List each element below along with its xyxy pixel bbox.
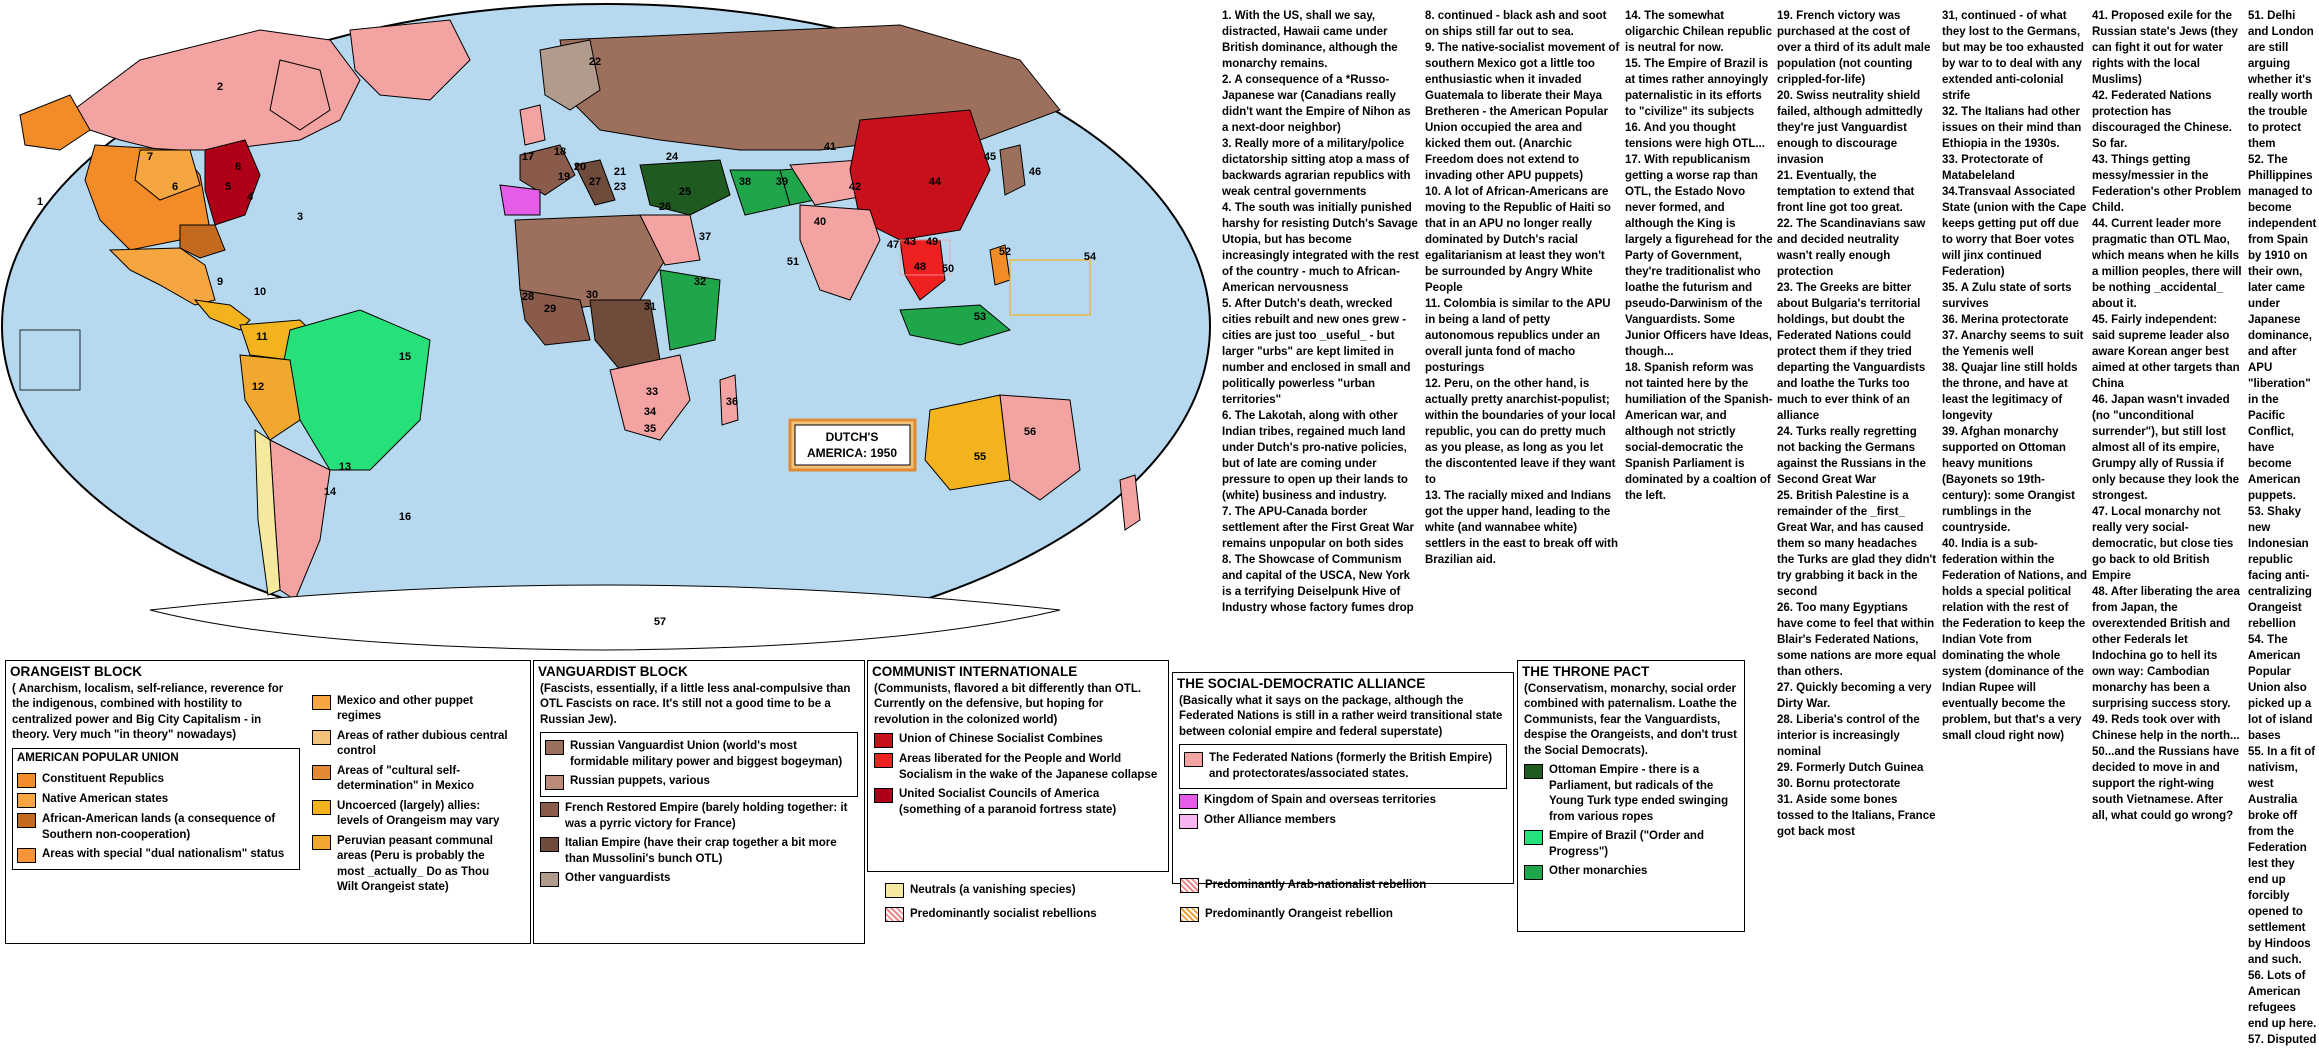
note-entry: 14. The somewhat oligarchic Chilean republic is neutral for now. <box>1625 10 1772 54</box>
legend-title: THE THRONE PACT <box>1522 664 1650 679</box>
legend-throne-pact <box>1517 660 1745 932</box>
map-number-label: 5 <box>224 181 232 193</box>
legend-subtitle: AMERICAN POPULAR UNION <box>17 751 179 764</box>
map-number-label: 41 <box>823 141 837 153</box>
map-number-label: 30 <box>585 289 599 301</box>
legend-orangeist <box>5 660 531 944</box>
legend-item <box>874 752 1162 783</box>
legend-swatch <box>1524 865 1543 880</box>
note-entry: 37. Anarchy seems to suit the Yemenis well <box>1942 330 2084 358</box>
note-entry: 21. Eventually, the temptation to extend that front line got too great. <box>1777 170 1915 214</box>
legend-item <box>545 739 853 770</box>
note-entry: 53. Shaky new Indonesian republic facing anti-centralizing Orangeist rebellion <box>2248 506 2312 630</box>
notes-column <box>1425 8 1621 568</box>
note-entry: 49. Reds took over with Chinese help in the north... <box>2092 714 2240 742</box>
orangeist-rebellion-swatch <box>1180 907 1199 922</box>
legend-swatch <box>540 837 559 852</box>
note-entry: 51. Delhi and London are still arguing whether it's really worth the trouble to protect them <box>2248 10 2314 150</box>
legend-title: COMMUNIST INTERNATIONALE <box>872 664 1078 679</box>
legend-item-label: Russian puppets, various <box>570 775 710 787</box>
legend-swatch <box>1179 794 1198 809</box>
map-number-label: 50 <box>941 263 955 275</box>
map-number-label: 20 <box>573 161 587 173</box>
map-number-label: 38 <box>738 176 752 188</box>
legend-item-label: Peruvian peasant communal areas (Peru is probably the most _actually_ Do as Thou Wilt Orangeist state) <box>337 834 493 893</box>
legend-swatch <box>17 848 36 863</box>
note-entry: 3. Really more of a military/police dictatorship sitting atop a mass of backwards agrarian republics with weak central governments <box>1222 138 1411 198</box>
note-entry: 55. In a fit of nativism, west Australia broke off from the Federation lest they end up forcibly opened to settlement by Hindoos and such. <box>2248 746 2316 966</box>
map-number-label: 29 <box>543 303 557 315</box>
map-number-label: 13 <box>338 461 352 473</box>
map-number-label: 3 <box>296 211 304 223</box>
legend-description: (Conservatism, monarchy, social order combined with paternalism. Loathe the Communists, fear the Vanguardists, despise the Orangeists, and don't trust the Social Democrats). <box>1524 682 1737 757</box>
map-number-label: 31 <box>643 301 657 313</box>
neutrals-swatch <box>885 883 904 898</box>
note-entry: 56. Lots of American refugees end up here. <box>2248 970 2317 1030</box>
legend-orangeist-rebellion: Predominantly Orangeist rebellion <box>1180 906 1393 922</box>
note-entry: 4. The south was initially punished harshy for resisting Dutch's Savage Utopia, but has become increasingly integrated with the rest of the country - much to African-American nervousness <box>1222 202 1419 294</box>
map-number-label: 56 <box>1023 426 1037 438</box>
map-number-label: 21 <box>613 166 627 178</box>
legend-swatch <box>312 730 331 745</box>
legend-item <box>1524 864 1738 880</box>
map-number-label: 25 <box>678 186 692 198</box>
legend-item <box>545 774 853 790</box>
map-number-label: 36 <box>725 396 739 408</box>
legend-swatch <box>1524 830 1543 845</box>
note-entry: 8. continued - black ash and soot on ships still far out to sea. <box>1425 10 1607 38</box>
map-number-label: 7 <box>146 151 154 163</box>
legend-item-label: The Federated Nations (formerly the British Empire) and protectorates/associated states. <box>1209 752 1493 780</box>
legend-socialist-rebellions: Predominantly socialist rebellions <box>885 906 1097 922</box>
legend-item <box>312 799 512 830</box>
note-entry: 5. After Dutch's death, wrecked cities rebuilt and new ones grew - cities are just too _useful_ - but larger "urbs" are kept limited in number and enclosed in small and politically powerless "urban territories" <box>1222 298 1411 406</box>
map-number-label: 49 <box>925 236 939 248</box>
legend-item <box>1179 813 1507 829</box>
map-number-label: 33 <box>645 386 659 398</box>
legend-swatch <box>17 793 36 808</box>
legend-swatch <box>545 740 564 755</box>
map-number-label: 12 <box>251 381 265 393</box>
map-number-label: 44 <box>928 176 942 188</box>
note-entry: 34.Transvaal Associated State (union with the Cape keeps getting put off due to worry that Boer votes will jinx continued Federation) <box>1942 186 2087 278</box>
legend-item-label: French Restored Empire (barely holding together: it was a pyrric victory for France) <box>565 802 848 830</box>
note-entry: 16. And you thought tensions were high OTL... <box>1625 122 1765 150</box>
map-number-label: 43 <box>903 236 917 248</box>
legend-description: ( Anarchism, localism, self-reliance, reverence for the indigenous, combined with hostility to centralized power and Big City Capitalism - in theory. Very much "in theory" nowadays) <box>12 682 284 741</box>
map-title-box <box>790 420 915 470</box>
map-number-label: 53 <box>973 311 987 323</box>
note-entry: 36. Merina protectorate <box>1942 314 2069 326</box>
legend-swatch <box>874 788 893 803</box>
legend-item <box>312 764 512 795</box>
note-entry: 2. A consequence of a *Russo-Japanese war (Canadians really didn't want the Empire of Nihon as a next-door neighbor) <box>1222 74 1411 134</box>
note-entry: 27. Quickly becoming a very Dirty War. <box>1777 682 1932 710</box>
legend-swatch <box>17 813 36 828</box>
legend-swatch <box>540 872 559 887</box>
map-number-label: 26 <box>658 201 672 213</box>
legend-item-label: Native American states <box>42 793 169 805</box>
notes-column <box>1222 8 1420 616</box>
map-number-label: 46 <box>1028 166 1042 178</box>
map-number-label: 17 <box>521 151 535 163</box>
note-entry: 22. The Scandinavians saw and decided neutrality wasn't really enough protection <box>1777 218 1926 278</box>
region-spain <box>500 185 540 215</box>
map-number-label: 23 <box>613 181 627 193</box>
legend-item-label: Areas of "cultural self-determination" in Mexico <box>337 764 475 792</box>
note-entry: 45. Fairly independent: said supreme leader also aware Korean anger best aimed at other targets than China <box>2092 314 2240 390</box>
note-entry: 28. Liberia's control of the interior is increasingly nominal <box>1777 714 1920 758</box>
legend-item <box>1184 751 1502 782</box>
map-number-label: 24 <box>665 151 679 163</box>
legend-neutrals: Neutrals (a vanishing species) <box>885 882 1076 898</box>
note-entry: 44. Current leader more pragmatic than OTL Mao, which means when he kills a million peoples, there will be nothing _accidental_ about it. <box>2092 218 2242 310</box>
notes-column <box>1942 8 2088 744</box>
legend-item <box>540 871 858 887</box>
legend-item-label: Russian Vanguardist Union (world's most formidable military power and biggest bogeyman) <box>570 740 843 768</box>
notes-column <box>1777 8 1937 840</box>
legend-item-label: Kingdom of Spain and overseas territories <box>1204 794 1436 806</box>
note-entry: 47. Local monarchy not really very social-democratic, but close ties go back to old British Empire <box>2092 506 2234 582</box>
legend-russian-box <box>540 732 858 797</box>
legend-item-label: Other vanguardists <box>565 872 671 884</box>
legend-item <box>17 812 295 843</box>
legend-item <box>17 772 295 788</box>
map-number-label: 27 <box>588 176 602 188</box>
map-number-label: 40 <box>813 216 827 228</box>
legend-item-label: Constituent Republics <box>42 773 165 785</box>
legend-swatch <box>1184 752 1203 767</box>
note-entry: 26. Too many Egyptians have come to feel that within Blair's Federated Nations, some nations are more equal than others. <box>1777 602 1937 678</box>
note-entry: 41. Proposed exile for the Russian state's Jews (they can fight it out for water rights with the local Muslims) <box>2092 10 2238 86</box>
legend-item-label: Ottoman Empire - there is a Parliament, but radicals of the Young Turk type ended swinging from various ropes <box>1549 764 1729 823</box>
note-entry: 1. With the US, shall we say, distracted, Hawaii came under British dominance, although the monarchy remains. <box>1222 10 1398 70</box>
legend-item-label: Areas liberated for the People and World Socialism in the wake of the Japanese collapse <box>899 753 1158 781</box>
legend-swatch <box>312 765 331 780</box>
note-entry: 19. French victory was purchased at the cost of over a third of its adult male population (not counting crippled-for-life) <box>1777 10 1931 86</box>
legend-item-label: United Socialist Councils of America (something of a paranoid fortress state) <box>899 788 1117 816</box>
legend-title: ORANGEIST BLOCK <box>10 664 143 679</box>
legend-vanguardist <box>533 660 865 944</box>
legend-swatch <box>17 773 36 788</box>
note-entry: 31, continued - of what they lost to the Germans, but may be too exhausted by war to to deal with any extended anti-colonial strife <box>1942 10 2084 102</box>
legend-swatch <box>545 775 564 790</box>
note-entry: 9. The native-socialist movement of southern Mexico got a little too enthusiastic when it invaded Guatemala to liberate their Maya Bretheren - the American Popular Union occupied the area and kicked them out. (Anarchic Freedom does not extend to invading other APU puppets) <box>1425 42 1620 182</box>
world-map <box>0 0 1212 652</box>
note-entry: 42. Federated Nations protection has discouraged the Chinese. So far. <box>2092 90 2232 150</box>
legend-item <box>17 847 295 863</box>
legend-swatch <box>312 835 331 850</box>
map-number-label: 10 <box>253 286 267 298</box>
socialist-rebellions-swatch <box>885 907 904 922</box>
arab-rebellion-swatch <box>1180 878 1199 893</box>
legend-item <box>874 787 1162 818</box>
note-entry: 23. The Greeks are bitter about Bulgaria's territorial holdings, but doubt the Federated Nations could protect them if they tried departing the Vanguardists and loathe the Turks too much to ever think of an alliance <box>1777 282 1926 422</box>
note-entry: 33. Protectorate of Matabeleland <box>1942 154 2043 182</box>
map-number-label: 52 <box>998 246 1012 258</box>
legend-item-label: Other Alliance members <box>1204 814 1336 826</box>
region-east-africa <box>660 270 720 350</box>
legend-item <box>540 836 858 867</box>
map-number-label: 57 <box>653 616 667 628</box>
note-entry: 6. The Lakotah, along with other Indian tribes, regained much land under Dutch's pro-native policies, but of late are coming under pressure to open up their lands to (white) business and industry. <box>1222 410 1408 502</box>
note-entry: 8. The Showcase of Communism and capital of the USCA, New York is a terrifying Deiselpunk Hive of Industry whose factory fumes drop <box>1222 554 1414 614</box>
note-entry: 40. India is a sub-federation within the Federation of Nations, and holds a special political relation with the rest of the Federation to keep the Indian Vote from dominating the whole system (dominance of the Indian Rupee will eventually become the problem, but that's a very small cloud right now) <box>1942 538 2088 742</box>
map-number-label: 48 <box>913 261 927 273</box>
map-number-label: 28 <box>521 291 535 303</box>
legend-description: (Communists, flavored a bit differently than OTL. Currently on the defensive, but hoping for revolution in the colonized world) <box>874 682 1142 726</box>
notes-column <box>2248 8 2318 1048</box>
legend-swatch <box>874 753 893 768</box>
note-entry: 24. Turks really regretting not backing the Germans against the Russians in the Second Great War <box>1777 426 1926 486</box>
legend-item <box>312 694 512 725</box>
legend-social-democratic <box>1172 672 1514 884</box>
map-number-label: 9 <box>216 276 224 288</box>
note-entry: 39. Afghan monarchy supported on Ottoman heavy munitions (Bayonets so 19th-century): some Orangist rumblings in the countryside. <box>1942 426 2075 534</box>
legend-arab-rebellion: Predominantly Arab-nationalist rebellion <box>1180 877 1426 893</box>
legend-swatch <box>1179 814 1198 829</box>
note-entry: 11. Colombia is similar to the APU in being a land of petty autonomous republics under an overall junta fond of macho posturings <box>1425 298 1611 374</box>
legend-swatch <box>1524 764 1543 779</box>
map-number-label: 2 <box>216 81 224 93</box>
note-entry: 29. Formerly Dutch Guinea <box>1777 762 1924 774</box>
map-number-label: 55 <box>973 451 987 463</box>
legend-item <box>312 834 512 896</box>
notes-column <box>1625 8 1773 504</box>
map-number-label: 1 <box>36 196 44 208</box>
legend-item <box>312 729 512 760</box>
legend-item <box>17 792 295 808</box>
note-entry: 13. The racially mixed and Indians got the upper hand, leading to the white (and wannabee white) settlers in the east to break off with Brazilian aid. <box>1425 490 1618 566</box>
map-number-label: 47 <box>886 239 900 251</box>
note-entry: 25. British Palestine is a remainder of the _first_ Great War, and has caused them so many headaches the Turks are glad they didn't try grabbing it back in the second <box>1777 490 1937 598</box>
note-entry: 12. Peru, on the other hand, is actually pretty anarchist-populist; within the boundaries of your local republic, you can do pretty much as you please, as long as you let the discontented leave if they want to <box>1425 378 1616 486</box>
note-entry: 50...and the Russians have decided to move in and support the right-wing south Vietnamese. After all, what could go wrong? <box>2092 746 2240 822</box>
legend-apu-box <box>12 748 300 871</box>
map-title-line: AMERICA: 1950 <box>806 446 898 460</box>
region-west-australia <box>925 395 1010 490</box>
map-number-label: 54 <box>1083 251 1097 263</box>
legend-federated-box <box>1179 744 1507 789</box>
legend-item <box>1524 829 1738 860</box>
note-entry: 20. Swiss neutrality shield failed, although admittedly they're just Vanguardist enough to discourage invasion <box>1777 90 1923 166</box>
legend-swatch <box>874 733 893 748</box>
legend-item <box>1179 793 1507 809</box>
legend-item-label: Areas of rather dubious central control <box>337 729 508 757</box>
map-number-label: 35 <box>643 423 657 435</box>
note-entry: 35. A Zulu state of sorts survives <box>1942 282 2072 310</box>
legend-item <box>874 732 1162 748</box>
legend-item <box>540 801 858 832</box>
note-entry: 18. Spanish reform was not tainted here by the humiliation of the Spanish-American war, and although not strictly social-democratic the Spanish Parliament is dominated by a coaltion of the left. <box>1625 362 1773 502</box>
legend-title: VANGUARDIST BLOCK <box>538 664 688 679</box>
map-number-label: 11 <box>256 331 268 343</box>
map-number-label: 4 <box>246 191 254 203</box>
notes-column <box>2092 8 2242 824</box>
note-entry: 46. Japan wasn't invaded (no "unconditional surrender"), but still lost almost all of its empire, Grumpy ally of Russia if only because they look the strongest. <box>2092 394 2239 502</box>
map-number-label: 19 <box>557 171 571 183</box>
legend-item-label: Areas with special "dual nationalism" status <box>42 848 285 860</box>
note-entry: 15. The Empire of Brazil is at times rather annoyingly paternalistic in its efforts to "civilize" its subjects <box>1625 58 1769 118</box>
note-entry: 17. With republicanism getting a worse rap than OTL, the Estado Novo never formed, and although the King is largely a figurehead for the Party of Government, they're traditionalist who loathe the futurism and pseudo-Darwinism of the Vanguardists. Some Junior Officers have Ideas, though... <box>1625 154 1773 358</box>
map-number-label: 15 <box>398 351 412 363</box>
map-number-label: 51 <box>786 256 800 268</box>
legend-item-label: Other monarchies <box>1549 865 1648 877</box>
legend-item-label: Mexico and other puppet regimes <box>337 694 474 722</box>
region-britain <box>520 105 545 145</box>
note-entry: 57. Disputed <box>2248 1034 2317 1046</box>
legend-swatch <box>312 800 331 815</box>
map-number-label: 8 <box>234 161 242 173</box>
map-number-label: 14 <box>323 486 337 498</box>
legend-item <box>1524 763 1738 825</box>
legend-title: THE SOCIAL-DEMOCRATIC ALLIANCE <box>1177 676 1426 691</box>
note-entry: 52. The Phillippines managed to become independent from Spain by 1910 on their own, later came under Japanese dominance, and after APU "liberation" in the Pacific Conflict, have become American puppets. <box>2248 154 2317 502</box>
legend-item-label: African-American lands (a consequence of Southern non-cooperation) <box>42 813 276 841</box>
legend-communist <box>867 660 1169 872</box>
legend-swatch <box>540 802 559 817</box>
note-entry: 43. Things getting messy/messier in the Federation's other Problem Child. <box>2092 154 2242 214</box>
note-entry: 31. Aside some bones tossed to the Italians, France got back most <box>1777 794 1936 838</box>
note-entry: 54. The American Popular Union also picked up a lot of island bases <box>2248 634 2313 742</box>
note-entry: 10. A lot of African-Americans are moving to the Republic of Haiti so that in an APU no longer really dominated by Dutch's racial egalitarianism at least they won't be surrounded by Angry White People <box>1425 186 1611 294</box>
legend-item-label: Union of Chinese Socialist Combines <box>899 733 1103 745</box>
legend-swatch <box>312 695 331 710</box>
legend-description: (Basically what it says on the package, although the Federated Nations is still in a rather weird transitional state between colonial empire and federal superstate) <box>1179 694 1503 738</box>
map-number-label: 6 <box>171 181 179 193</box>
note-entry: 38. Quajar line still holds the throne, and have at least the legitimacy of longevity <box>1942 362 2078 422</box>
map-number-label: 16 <box>398 511 412 523</box>
note-entry: 48. After liberating the area from Japan, the overextended British and other Federals let Indochina go to hell its own way: Cambodian monarchy has been a surprising success story. <box>2092 586 2240 710</box>
note-entry: 30. Bornu protectorate <box>1777 778 1901 790</box>
note-entry: 32. The Italians had other issues on their mind than Ethiopia in the 1930s. <box>1942 106 2082 150</box>
map-number-label: 39 <box>775 176 789 188</box>
legend-item-label: Empire of Brazil ("Order and Progress") <box>1549 830 1704 858</box>
map-number-label: 37 <box>698 231 712 243</box>
map-number-label: 22 <box>588 56 602 68</box>
note-entry: 7. The APU-Canada border settlement after the First Great War remains unpopular on both sides <box>1222 506 1414 550</box>
map-number-label: 34 <box>643 406 657 418</box>
map-number-label: 45 <box>983 151 997 163</box>
legend-item-label: Uncoerced (largely) allies: levels of Orangeism may vary <box>337 799 500 827</box>
map-number-label: 32 <box>693 276 707 288</box>
legend-item-label: Italian Empire (have their crap together a bit more than Mussolini's bunch OTL) <box>565 837 837 865</box>
map-title-line: DUTCH'S <box>825 430 879 444</box>
legend-description: (Fascists, essentially, if a little less anal-compulsive than OTL Fascists on race. It's still not a good time to be a Russian Jew). <box>540 682 851 726</box>
map-number-label: 42 <box>848 181 862 193</box>
map-number-label: 18 <box>553 146 567 158</box>
